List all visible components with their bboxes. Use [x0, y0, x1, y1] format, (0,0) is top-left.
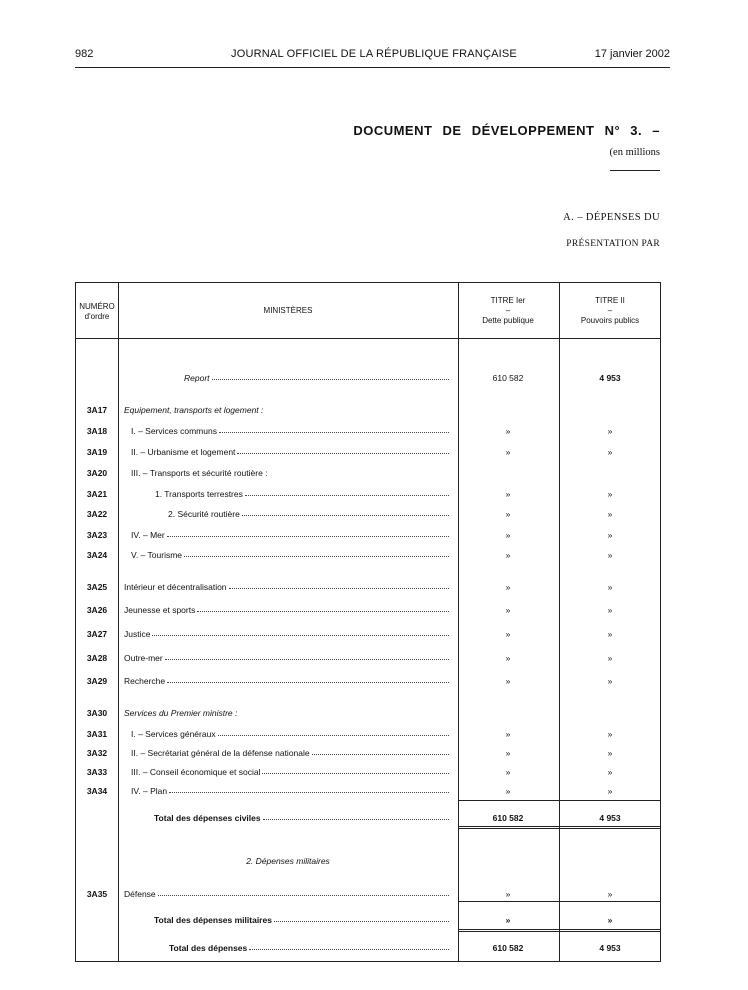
table-row	[76, 509, 661, 521]
header-titre1-line3: Dette publique	[482, 316, 534, 325]
row-code: 3A18	[86, 426, 108, 436]
header-titre2-line2: –	[607, 306, 613, 315]
total-militaires-label: Total des dépenses militaires	[154, 915, 272, 925]
cell-titre2: 4 953	[599, 373, 621, 383]
cell-titre1: »	[505, 530, 511, 540]
row-label	[124, 629, 450, 639]
row-label	[131, 729, 450, 739]
row-label-text: II. – Urbanisme et logement	[131, 447, 236, 457]
header-titre2	[559, 296, 661, 326]
cell-titre1: »	[505, 729, 511, 739]
row-label	[184, 373, 450, 383]
cell-titre2: 4 953	[599, 943, 621, 953]
leader-dots	[262, 773, 449, 774]
row-label	[131, 426, 450, 436]
row-code: 3A17	[86, 405, 108, 415]
cell-titre2: »	[607, 729, 613, 739]
total-double-rule	[458, 826, 661, 829]
row-code: 3A28	[86, 653, 108, 663]
header-titre1-line1: TITRE Ier	[490, 296, 526, 305]
row-code: 3A30	[86, 708, 108, 718]
cell-titre2: »	[607, 605, 613, 615]
row-label-text: Equipement, transports et logement :	[124, 405, 264, 415]
row-code: 3A34	[86, 786, 108, 796]
cell-titre1: »	[505, 629, 511, 639]
table-row	[76, 489, 661, 501]
row-label-text: I. – Services communs	[131, 426, 217, 436]
table-row	[76, 786, 661, 798]
row-code: 3A35	[86, 889, 108, 899]
row-code: 3A20	[86, 468, 108, 478]
leader-dots	[218, 735, 449, 736]
table-row	[76, 447, 661, 459]
leader-dots	[274, 921, 449, 922]
header-rule	[76, 338, 661, 339]
row-label-text: Services du Premier ministre :	[124, 708, 238, 718]
row-label-text: Justice	[124, 629, 151, 639]
header-numero-line2: d'ordre	[84, 312, 110, 321]
cell-titre2: »	[607, 489, 613, 499]
table-row	[76, 468, 661, 480]
cell-titre2: 4 953	[599, 813, 621, 823]
row-code: 3A21	[86, 489, 108, 499]
total-row	[76, 813, 661, 825]
cell-titre1: »	[505, 426, 511, 436]
table-row	[76, 748, 661, 760]
cell-titre2: »	[607, 915, 613, 925]
cell-titre2: »	[607, 676, 613, 686]
leader-dots	[165, 659, 449, 660]
row-label-text: 1. Transports terrestres	[155, 489, 243, 499]
leader-dots	[245, 495, 449, 496]
table-row	[76, 426, 661, 438]
row-label-text: V. – Tourisme	[131, 550, 183, 560]
row-label	[131, 550, 450, 560]
cell-titre2: »	[607, 767, 613, 777]
table-row	[76, 405, 661, 417]
cell-titre2: »	[607, 550, 613, 560]
header-titre2-line3: Pouvoirs publics	[580, 316, 640, 325]
table-row	[76, 629, 661, 641]
journal-title: JOURNAL OFFICIEL DE LA RÉPUBLIQUE FRANÇAISE	[231, 48, 517, 60]
header-titre1-line2: –	[505, 306, 511, 315]
table-row	[76, 605, 661, 617]
row-code: 3A32	[86, 748, 108, 758]
cell-titre1: 610 582	[492, 813, 524, 823]
row-label-text: 2. Sécurité routière	[168, 509, 240, 519]
row-code: 3A26	[86, 605, 108, 615]
total-depenses-label: Total des dépenses	[169, 943, 248, 953]
table-row	[76, 889, 661, 901]
cell-titre1: »	[505, 748, 511, 758]
row-label	[131, 468, 450, 478]
leader-dots	[263, 819, 449, 820]
row-label	[155, 489, 450, 499]
row-label-text: Jeunesse et sports	[124, 605, 196, 615]
cell-titre1: »	[505, 786, 511, 796]
depenses-table	[75, 282, 661, 962]
row-code: 3A31	[86, 729, 108, 739]
row-label-text: IV. – Mer	[131, 530, 165, 540]
row-label-text: Défense	[124, 889, 156, 899]
leader-dots	[158, 895, 449, 896]
row-label-text: Outre-mer	[124, 653, 163, 663]
table-row	[76, 373, 661, 385]
row-code: 3A19	[86, 447, 108, 457]
leader-dots	[197, 611, 449, 612]
cell-titre1: »	[505, 676, 511, 686]
leader-dots	[167, 682, 449, 683]
cell-titre1: »	[505, 509, 511, 519]
cell-titre2: »	[607, 786, 613, 796]
header-rule	[75, 67, 670, 68]
header-titre2-line1: TITRE II	[595, 296, 625, 305]
row-label	[124, 889, 450, 899]
leader-dots	[184, 556, 449, 557]
table-row	[76, 729, 661, 741]
row-label	[169, 943, 450, 953]
row-label	[124, 653, 450, 663]
row-label-text: IV. – Plan	[131, 786, 168, 796]
table-row	[76, 767, 661, 779]
row-code: 3A23	[86, 530, 108, 540]
leader-dots	[249, 949, 449, 950]
page-date: 17 janvier 2002	[594, 48, 670, 60]
cell-titre1: »	[505, 915, 511, 925]
total-row	[76, 915, 661, 927]
total-civiles-label: Total des dépenses civiles	[154, 813, 261, 823]
header-numero	[76, 302, 118, 322]
unit-rule	[610, 170, 660, 171]
row-code: 3A29	[86, 676, 108, 686]
leader-dots	[242, 515, 449, 516]
leader-dots	[212, 379, 449, 380]
table-row	[76, 582, 661, 594]
row-code: 3A24	[86, 550, 108, 560]
cell-titre2: »	[607, 530, 613, 540]
section-a-title: A. – DÉPENSES DU	[563, 212, 660, 223]
total-row	[76, 943, 661, 955]
header-ministeres: MINISTÈRES	[263, 306, 313, 315]
row-label	[131, 786, 450, 796]
row-label	[131, 767, 450, 777]
row-code: 3A25	[86, 582, 108, 592]
leader-dots	[219, 432, 449, 433]
leader-dots	[152, 635, 449, 636]
row-label-text: I. – Services généraux	[131, 729, 216, 739]
row-label	[124, 605, 450, 615]
cell-titre1: »	[505, 767, 511, 777]
presentation-title: PRÉSENTATION PAR	[566, 239, 660, 249]
total-rule	[458, 800, 661, 801]
row-label	[124, 676, 450, 686]
report-label: Report	[184, 373, 210, 383]
row-label	[168, 509, 450, 519]
row-label	[124, 582, 450, 592]
header-numero-line1: NUMÉRO	[79, 302, 115, 311]
row-label-text: Recherche	[124, 676, 166, 686]
row-label	[154, 915, 450, 925]
table-row	[76, 708, 661, 720]
row-code: 3A33	[86, 767, 108, 777]
cell-titre1: »	[505, 582, 511, 592]
row-label-text: III. – Transports et sécurité routière :	[131, 468, 268, 478]
row-label-text: II. – Secrétariat général de la défense nationale	[131, 748, 310, 758]
leader-dots	[229, 588, 449, 589]
row-label	[131, 748, 450, 758]
leader-dots	[169, 792, 449, 793]
cell-titre2: »	[607, 748, 613, 758]
cell-titre1: »	[505, 489, 511, 499]
row-label	[124, 708, 450, 718]
header-titre1	[458, 296, 558, 326]
unit-note: (en millions	[609, 147, 660, 158]
row-label	[131, 530, 450, 540]
row-label	[124, 405, 450, 415]
table-row	[76, 530, 661, 542]
cell-titre1: »	[505, 653, 511, 663]
row-code: 3A27	[86, 629, 108, 639]
militaires-heading: 2. Dépenses militaires	[246, 856, 330, 866]
leader-dots	[237, 453, 449, 454]
total-double-rule	[458, 929, 661, 932]
row-label	[131, 447, 450, 457]
cell-titre1: 610 582	[492, 373, 524, 383]
cell-titre1: »	[505, 889, 511, 899]
row-label-text: Intérieur et décentralisation	[124, 582, 227, 592]
cell-titre1: »	[505, 447, 511, 457]
cell-titre2: »	[607, 653, 613, 663]
total-rule	[458, 901, 661, 902]
cell-titre2: »	[607, 447, 613, 457]
cell-titre1: »	[505, 605, 511, 615]
cell-titre1: 610 582	[492, 943, 524, 953]
cell-titre2: »	[607, 889, 613, 899]
row-label	[154, 813, 450, 823]
cell-titre2: »	[607, 509, 613, 519]
table-row	[76, 676, 661, 688]
document-title: DOCUMENT DE DÉVELOPPEMENT N° 3. –	[353, 123, 660, 138]
page-number: 982	[75, 48, 94, 60]
cell-titre2: »	[607, 582, 613, 592]
leader-dots	[167, 536, 449, 537]
table-row	[76, 550, 661, 562]
cell-titre2: »	[607, 426, 613, 436]
row-label-text: III. – Conseil économique et social	[131, 767, 261, 777]
cell-titre1: »	[505, 550, 511, 560]
cell-titre2: »	[607, 629, 613, 639]
row-code: 3A22	[86, 509, 108, 519]
leader-dots	[312, 754, 449, 755]
table-row	[76, 653, 661, 665]
